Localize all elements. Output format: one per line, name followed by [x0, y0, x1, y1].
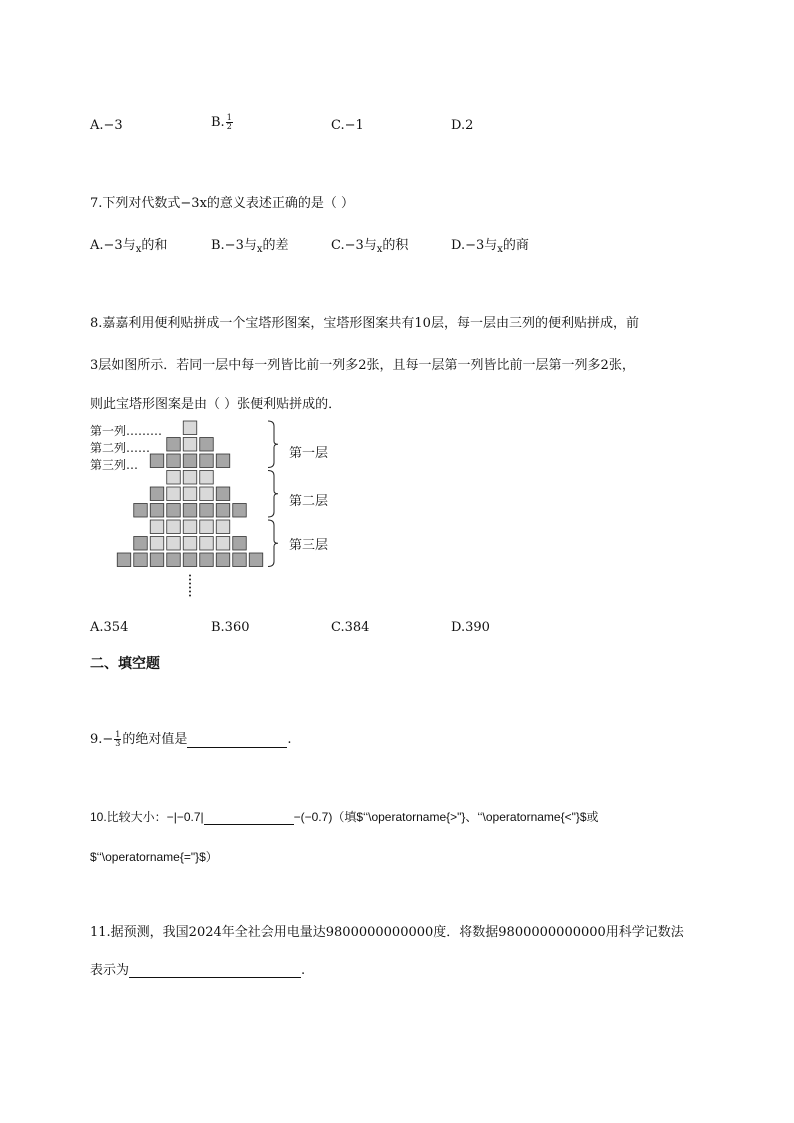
q11-prefix: 表示为 — [90, 963, 130, 978]
q6-option-a: A.−3 — [90, 118, 123, 133]
sticky-note — [167, 438, 181, 452]
sticky-note — [134, 553, 148, 567]
q10-answer-blank[interactable] — [204, 810, 294, 825]
q6-option-b-fraction — [226, 114, 233, 131]
sticky-note — [183, 504, 197, 518]
sticky-note — [150, 487, 164, 501]
q7-stem-suffix: 的意义表述正确的是（ ） — [206, 196, 355, 211]
q9-suffix: 的绝对值是 — [122, 732, 188, 747]
sticky-note — [167, 454, 181, 468]
q11-line-1: 11.据预测，我国2024年全社会用电量达9800000000000度．将数据9800000000000用科学记数法 — [90, 925, 684, 940]
sticky-note — [216, 553, 230, 567]
sticky-note — [167, 471, 181, 485]
sticky-note — [183, 438, 197, 452]
q10-prefix: 10.比较大小：−|−0.7| — [90, 810, 204, 824]
q7-option-suffix: 的积 — [382, 238, 409, 253]
q6-option-d: D.2 — [451, 118, 474, 133]
sticky-note — [200, 504, 214, 518]
sticky-note — [134, 537, 148, 551]
q7-option-suffix: 的差 — [262, 238, 289, 253]
fraction-numerator: 1 — [115, 730, 121, 739]
sticky-note — [117, 553, 131, 567]
sticky-note — [216, 537, 230, 551]
fraction-denominator: 3 — [115, 739, 121, 748]
fraction-numerator: 1 — [226, 113, 232, 122]
sticky-note — [200, 553, 214, 567]
sticky-note — [233, 553, 247, 567]
level-label-1: 第一层 — [289, 446, 329, 461]
sticky-note — [183, 454, 197, 468]
continuation-dot — [189, 583, 191, 585]
sticky-note — [150, 520, 164, 534]
q7-option-variable: x — [497, 244, 503, 255]
row-label-1: 第一列……… — [90, 424, 163, 438]
q7-option-prefix: A.−3与 — [90, 238, 136, 253]
q6-option-b-prefix: B. — [211, 115, 225, 130]
q7-option-suffix: 的和 — [141, 238, 168, 253]
sticky-note — [150, 454, 164, 468]
row-label-3: 第三列… — [90, 458, 139, 472]
continuation-dot — [189, 591, 191, 593]
q9-end: . — [287, 732, 292, 747]
continuation-dot — [189, 579, 191, 581]
section-title: 二、填空题 — [90, 656, 160, 672]
q9-prefix: 9.− — [90, 732, 114, 747]
continuation-dot — [189, 587, 191, 589]
sticky-note — [134, 504, 148, 518]
q10-mid: −(−0.7)（填$‘‘\operatorname{>"}、‘‘\operatorname{<"}$或 — [293, 810, 599, 824]
q7-option-prefix: B.−3与 — [211, 238, 257, 253]
q7-option-suffix: 的商 — [502, 238, 529, 253]
sticky-note — [233, 537, 247, 551]
sticky-note — [183, 537, 197, 551]
q6-option-c: C.−1 — [331, 118, 364, 133]
level-brace — [268, 421, 278, 468]
q7-option-d — [451, 234, 529, 253]
sticky-note — [216, 504, 230, 518]
pagoda-figure — [88, 418, 348, 608]
level-label-2: 第二层 — [289, 494, 329, 509]
sticky-note — [183, 471, 197, 485]
q7-option-prefix: D.−3与 — [451, 238, 498, 253]
q7-option-c — [331, 234, 408, 253]
sticky-note — [216, 520, 230, 534]
q10-line-2: $‘‘\operatorname{="}$） — [90, 850, 218, 864]
sticky-note — [167, 504, 181, 518]
q11-line-2 — [90, 959, 305, 978]
sticky-note — [183, 553, 197, 567]
sticky-note — [150, 553, 164, 567]
sticky-note — [183, 487, 197, 501]
sticky-note — [216, 454, 230, 468]
q6-option-b — [211, 114, 234, 131]
q11-answer-blank[interactable] — [129, 963, 301, 978]
q7-option-variable: x — [135, 244, 142, 255]
sticky-note — [200, 438, 214, 452]
q8-option-a: A.354 — [90, 620, 129, 635]
q7-stem-expression: −3x — [180, 196, 207, 211]
q7-option-variable: x — [376, 244, 383, 255]
sticky-note — [200, 454, 214, 468]
q9-line — [90, 728, 292, 748]
sticky-note — [150, 504, 164, 518]
q8-stem-line-1: 8.嘉嘉利用便利贴拼成一个宝塔形图案，宝塔形图案共有10层，每一层由三列的便利贴拼成，前 — [90, 316, 639, 331]
q8-option-c: C.384 — [331, 620, 370, 635]
sticky-note — [183, 520, 197, 534]
q7-stem — [90, 192, 354, 211]
level-label-3: 第三层 — [289, 538, 329, 553]
sticky-note — [167, 487, 181, 501]
q8-stem-line-3: 则此宝塔形图案是由（ ）张便利贴拼成的． — [90, 397, 342, 412]
continuation-dot — [189, 575, 191, 577]
sticky-note — [200, 471, 214, 485]
q7-option-a — [90, 234, 167, 253]
level-brace — [268, 520, 278, 567]
sticky-note — [216, 487, 230, 501]
q8-stem-line-2: 3层如图所示．若同一层中每一列皆比前一列多2张，且每一层第一列皆比前一层第一列多2张， — [90, 358, 635, 373]
q9-answer-blank[interactable] — [187, 733, 287, 748]
continuation-dot — [189, 595, 191, 597]
sticky-note — [167, 520, 181, 534]
sticky-note — [167, 553, 181, 567]
sticky-note — [233, 504, 247, 518]
q10-line-1 — [90, 808, 599, 825]
q7-stem-prefix: 7.下列对代数式 — [90, 196, 181, 211]
q7-option-b — [211, 234, 289, 253]
sticky-note — [200, 520, 214, 534]
level-brace — [268, 471, 278, 518]
sticky-note — [167, 537, 181, 551]
sticky-note — [150, 537, 164, 551]
q11-end: . — [301, 963, 306, 978]
q9-fraction — [114, 731, 121, 748]
q8-option-b: B.360 — [211, 620, 250, 635]
q7-option-prefix: C.−3与 — [331, 238, 377, 253]
row-label-2: 第二列…… — [90, 441, 151, 455]
fraction-denominator: 2 — [226, 122, 232, 131]
sticky-note — [200, 537, 214, 551]
q8-option-d: D.390 — [451, 620, 490, 635]
sticky-note — [183, 421, 197, 435]
sticky-note — [200, 487, 214, 501]
q7-option-variable: x — [256, 244, 263, 255]
sticky-note — [249, 553, 263, 567]
